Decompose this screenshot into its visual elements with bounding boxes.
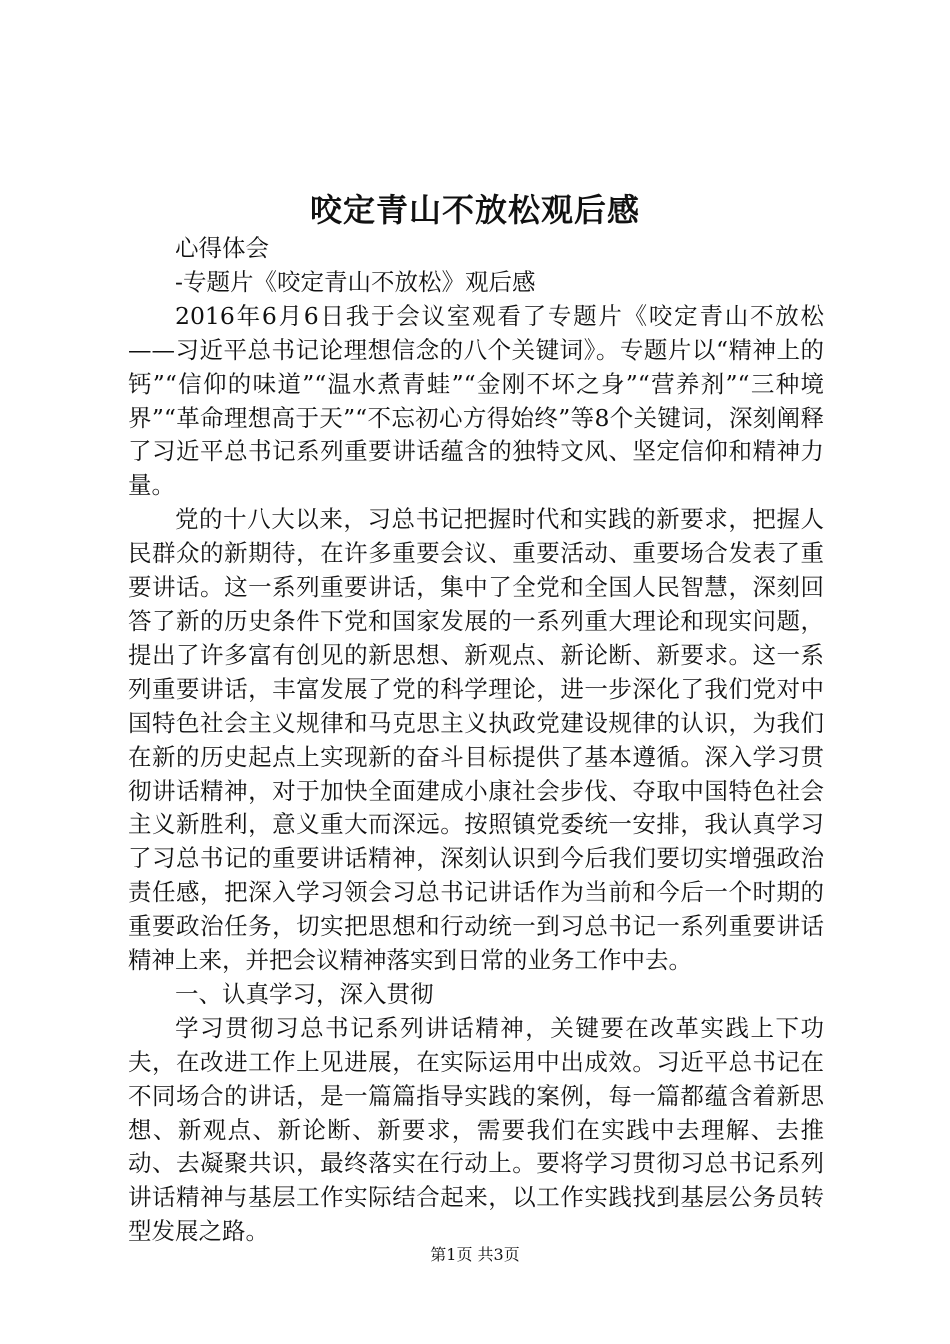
paragraph-category: 心得体会 xyxy=(175,234,269,262)
document-body xyxy=(128,232,824,1249)
section-heading: 一、认真学习，深入贯彻 xyxy=(175,979,434,1008)
document-title: 咬定青山不放松观后感 xyxy=(309,191,640,229)
paragraph-subtitle: -专题片《咬定青山不放松》观后感 xyxy=(175,267,536,296)
page-footer: 第1页 共3页 xyxy=(430,1245,520,1264)
paragraph-body: 学习贯彻习总书记系列讲话精神，关键要在改革实践上下功夫，在改进工作上见进展，在实际运用中出成效。习近平总书记在不同场合的讲话，是一篇篇指导实践的案例，每一篇都蕴含着新思想、新观点、新论断、新要求，需要我们在实践中去理解、去推动、去凝聚共识，最终落实在行动上。要将学习贯彻习总书记系列讲话精神与基层工作实际结合起来，以工作实践找到基层公务员转型发展之路。 xyxy=(128,1013,824,1246)
paragraph-intro: 2016年6月6日我于会议室观看了专题片《咬定青山不放松——习近平总书记论理想信念的八个关键词》。专题片以“精神上的钙”“信仰的味道”“温水煮青蛙”“金刚不坏之身”“营养剂”“三种境界”“革命理想高于天”“不忘初心方得始终”等8个关键词，深刻阐释了习近平总书记系列重要讲话蕴含的独特文风、坚定信仰和精神力量。 xyxy=(128,301,824,500)
paragraph-body: 党的十八大以来，习总书记把握时代和实践的新要求，把握人民群众的新期待，在许多重要会议、重要活动、重要场合发表了重要讲话。这一系列重要讲话，集中了全党和全国人民智慧，深刻回答了新的历史条件下党和国家发展的一系列重大理论和现实问题，提出了许多富有创见的新思想、新观点、新论断、新要求。这一系列重要讲话，丰富发展了党的科学理论，进一步深化了我们党对中国特色社会主义规律和马克思主义执政党建设规律的认识，为我们在新的历史起点上实现新的奋斗目标提供了基本遵循。深入学习贯彻讲话精神，对于加快全面建成小康社会步伐、夺取中国特色社会主义新胜利，意义重大而深远。按照镇党委统一安排，我认真学习了习总书记的重要讲话精神，深刻认识到今后我们要切实增强政治责任感，把深入学习领会习总书记讲话作为当前和今后一个时期的重要政治任务，切实把思想和行动统一到习总书记一系列重要讲话精神上来，并把会议精神落实到日常的业务工作中去。 xyxy=(128,505,824,975)
